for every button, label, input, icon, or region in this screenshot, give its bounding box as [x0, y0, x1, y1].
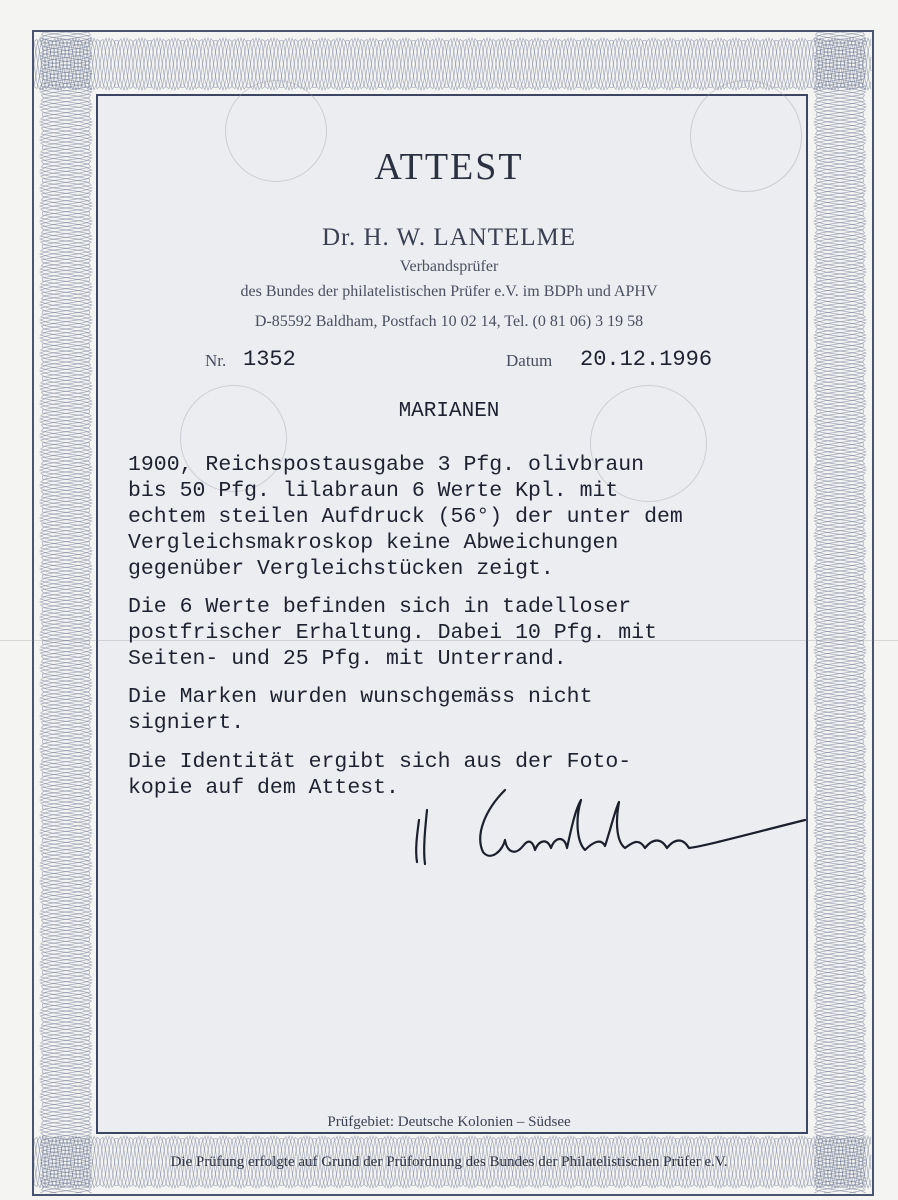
paragraph1-line: 1900, Reichspostausgabe 3 Pfg. olivbraun [128, 453, 645, 477]
guilloche-wave [814, 32, 866, 1193]
guilloche-wave [814, 32, 865, 1193]
paragraph4-line: Die Identität ergibt sich aus der Foto- [128, 750, 632, 774]
paragraph2-line: Seiten- und 25 Pfg. mit Unterrand. [128, 647, 567, 671]
guilloche-wave [40, 32, 92, 1193]
guilloche-wave [40, 32, 91, 1193]
guilloche-wave [814, 32, 866, 1193]
paragraph1-line: gegenüber Vergleichstücken zeigt. [128, 557, 554, 581]
examination-area: Prüfgebiet: Deutsche Kolonien – Südsee [327, 1114, 571, 1130]
examination-note: Die Prüfung erfolgte auf Grund der Prüfordnung des Bundes der Philatelistischen Prüfer e.V. [170, 1154, 728, 1170]
guilloche-wave [40, 32, 92, 1193]
examiner-name: Dr. H. W. LANTELME [321, 224, 577, 251]
paragraph1-line: echtem steilen Aufdruck (56°) der unter dem [128, 505, 683, 529]
paragraph4-line: kopie auf dem Attest. [128, 776, 399, 800]
address-line: D-85592 Baldham, Postfach 10 02 14, Tel. (0 81 06) 3 19 58 [254, 313, 644, 330]
paragraph3-line: Die Marken wurden wunschgemäss nicht [128, 685, 593, 709]
association-line: des Bundes der philatelistischen Prüfer e.V. im BDPh und APHV [240, 283, 658, 300]
subject-heading: MARIANEN [398, 400, 500, 423]
paragraph1-line: Vergleichsmakroskop keine Abweichungen [128, 531, 619, 555]
certificate-title: ATTEST [374, 146, 524, 188]
paragraph2-line: postfrischer Erhaltung. Dabei 10 Pfg. mit [128, 621, 657, 645]
certificate-date: 20.12.1996 [580, 347, 713, 372]
guilloche-wave [40, 32, 92, 1193]
handwritten-signature [405, 780, 825, 875]
guilloche-wave [40, 32, 91, 1193]
guilloche-wave [814, 32, 866, 1193]
certificate-number: 1352 [243, 347, 296, 372]
nr-label: Nr. [205, 351, 227, 370]
guilloche-wave [814, 32, 865, 1193]
examiner-role: Verbandsprüfer [399, 258, 499, 275]
datum-label: Datum [506, 351, 553, 370]
guilloche-wave [40, 32, 92, 1193]
paragraph3-line: signiert. [128, 711, 245, 735]
guilloche-wave [814, 32, 866, 1193]
paragraph1-line: bis 50 Pfg. lilabraun 6 Werte Kpl. mit [128, 479, 619, 503]
paragraph2-line: Die 6 Werte befinden sich in tadelloser [128, 595, 632, 619]
